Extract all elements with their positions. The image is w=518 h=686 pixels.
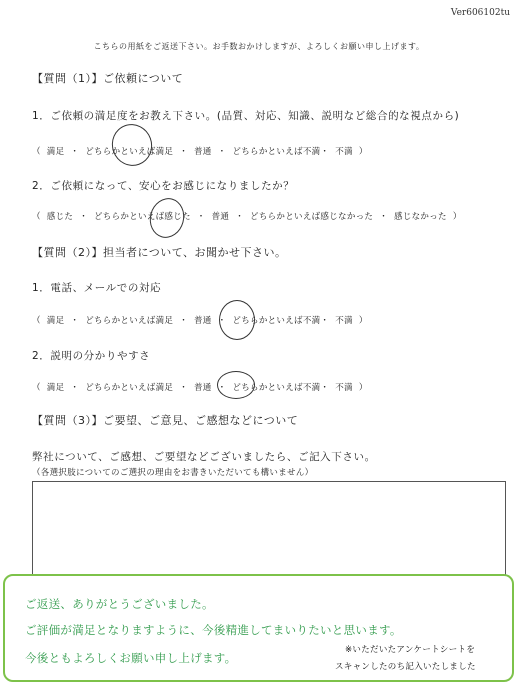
intro-text: こちらの用紙をご返送下さい。お手数おかけしますが、よろしくお願い申し上げます。 — [93, 42, 425, 51]
thanks-line-2: ご評価が満足となりますように、今後精進してまいりたいと思います。 — [25, 623, 402, 637]
q3-note: （各選択肢についてのご選択の理由をお書きいただいても構いません） — [32, 468, 314, 478]
q2-item2-question: 2．説明の分かりやすさ — [32, 350, 151, 362]
thanks-line-1: ご返送、ありがとうございました。 — [25, 597, 214, 611]
version-code: Ver606102tu — [450, 8, 510, 18]
q2-item2-options: （ 満足 ・ どちらかといえば満足 ・ 普通 ・ どちらかといえば不満・ 不満 ） — [32, 383, 368, 393]
q2-item1-options: （ 満足 ・ どちらかといえば満足 ・ 普通 ・ どちらかといえば不満・ 不満 ） — [32, 316, 368, 326]
thanks-line-3: 今後ともよろしくお願い申し上げます。 — [25, 651, 237, 665]
q1-heading: 【質問（1）】ご依頼について — [32, 72, 184, 85]
q1-item2-question: 2．ご依頼になって、安心をお感じになりましたか？ — [32, 180, 295, 192]
answer-mark-circle — [145, 194, 188, 241]
scan-note-1: ※いただいたアンケートシートを — [345, 645, 476, 655]
q3-heading: 【質問（3）】ご要望、ご意見、ご感想などについて — [32, 414, 299, 427]
q3-prompt: 弊社について、ご感想、ご要望などございましたら、ご記入下さい。 — [32, 451, 376, 463]
q1-item1-options: （ 満足 ・ どちらかといえば満足 ・ 普通 ・ どちらかといえば不満・ 不満 ） — [32, 147, 368, 157]
scan-note-2: スキャンしたのち記入いたしました — [335, 662, 476, 672]
q2-item1-question: 1．電話、メールでの対応 — [32, 282, 162, 294]
answer-mark-circle — [219, 300, 255, 340]
answer-mark-circle — [106, 118, 158, 171]
thanks-panel — [3, 574, 514, 682]
q1-item1-question: 1．ご依頼の満足度をお教え下さい。(品質、対応、知識、説明など総合的な視点から) — [32, 110, 460, 122]
q2-heading: 【質問（2）】担当者について、お聞かせ下さい。 — [32, 246, 287, 259]
q1-item2-options: （ 感じた ・ どちらかといえば感じた ・ 普通 ・ どちらかといえば感じなかった ・ 感じなかった ） — [32, 212, 462, 222]
answer-mark-circle — [217, 371, 255, 399]
